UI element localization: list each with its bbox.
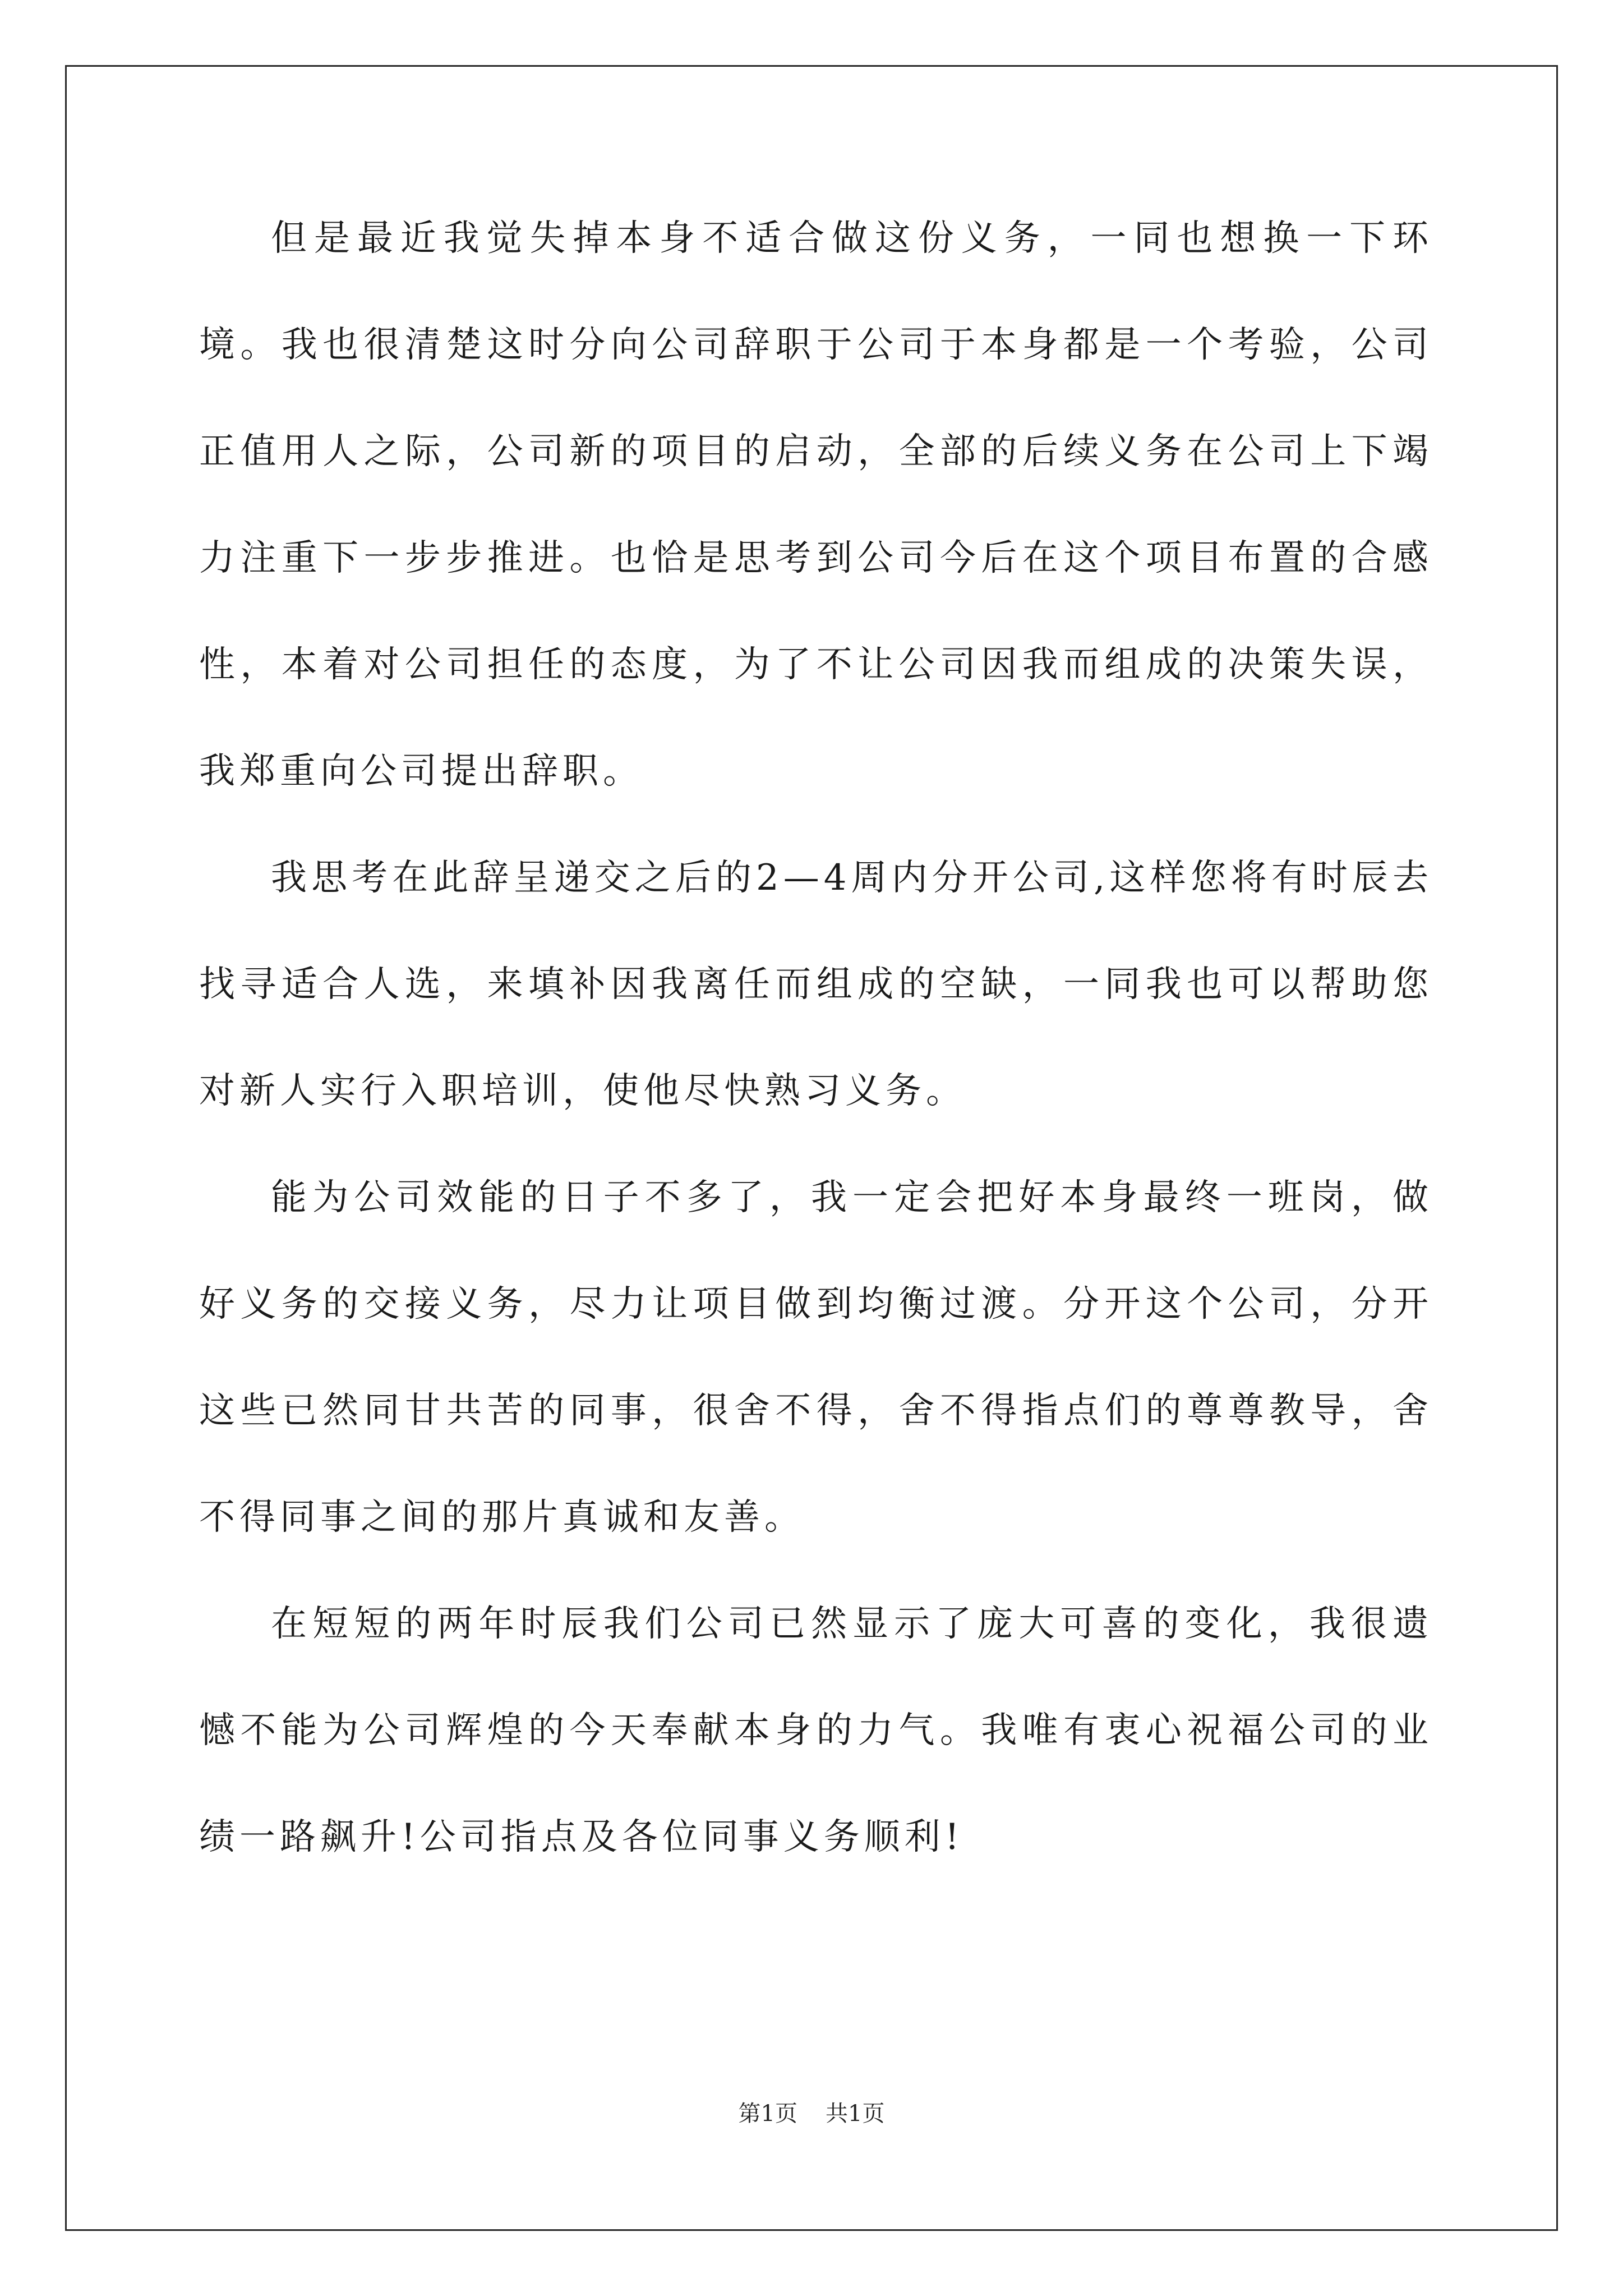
paragraph: 在短短的两年时辰我们公司已然显示了庞大可喜的变化，我很遗憾不能为公司辉煌的今天奉献本身的力气。我唯有衷心祝福公司的业绩一路飙升!公司指点及各位同事义务顺利! [199,1603,1433,1858]
paragraph: 我思考在此辞呈递交之后的2—4周内分开公司,这样您将有时辰去找寻适合人选，来填补因我离任而组成的空缺，一同我也可以帮助您对新人实行入职培训，使他尽快熟习义务。 [199,857,1433,1112]
paragraph: 能为公司效能的日子不多了，我一定会把好本身最终一班岗，做好义务的交接义务，尽力让项目做到均衡过渡。分开这个公司，分开这些已然同甘共苦的同事，很舍不得，舍不得指点们的尊尊教导，舍不得同事之间的那片真诚和友善。 [199,1177,1433,1538]
page-total: 共1页 [826,2101,885,2127]
paragraph: 但是最近我觉失掉本身不适合做这份义务，一同也想换一下环境。我也很清楚这时分向公司辞职于公司于本身都是一个考验，公司正值用人之际，公司新的项目的启动，全部的后续义务在公司上下竭力注重下一步步推进。也恰是思考到公司今后在这个项目布置的合感性，本着对公司担任的态度，为了不让公司因我而组成的决策失误，我郑重向公司提出辞职。 [199,218,1433,792]
document-body [199,185,1433,1890]
page-footer [0,2097,1623,2131]
page-number: 第1页 [738,2101,797,2127]
